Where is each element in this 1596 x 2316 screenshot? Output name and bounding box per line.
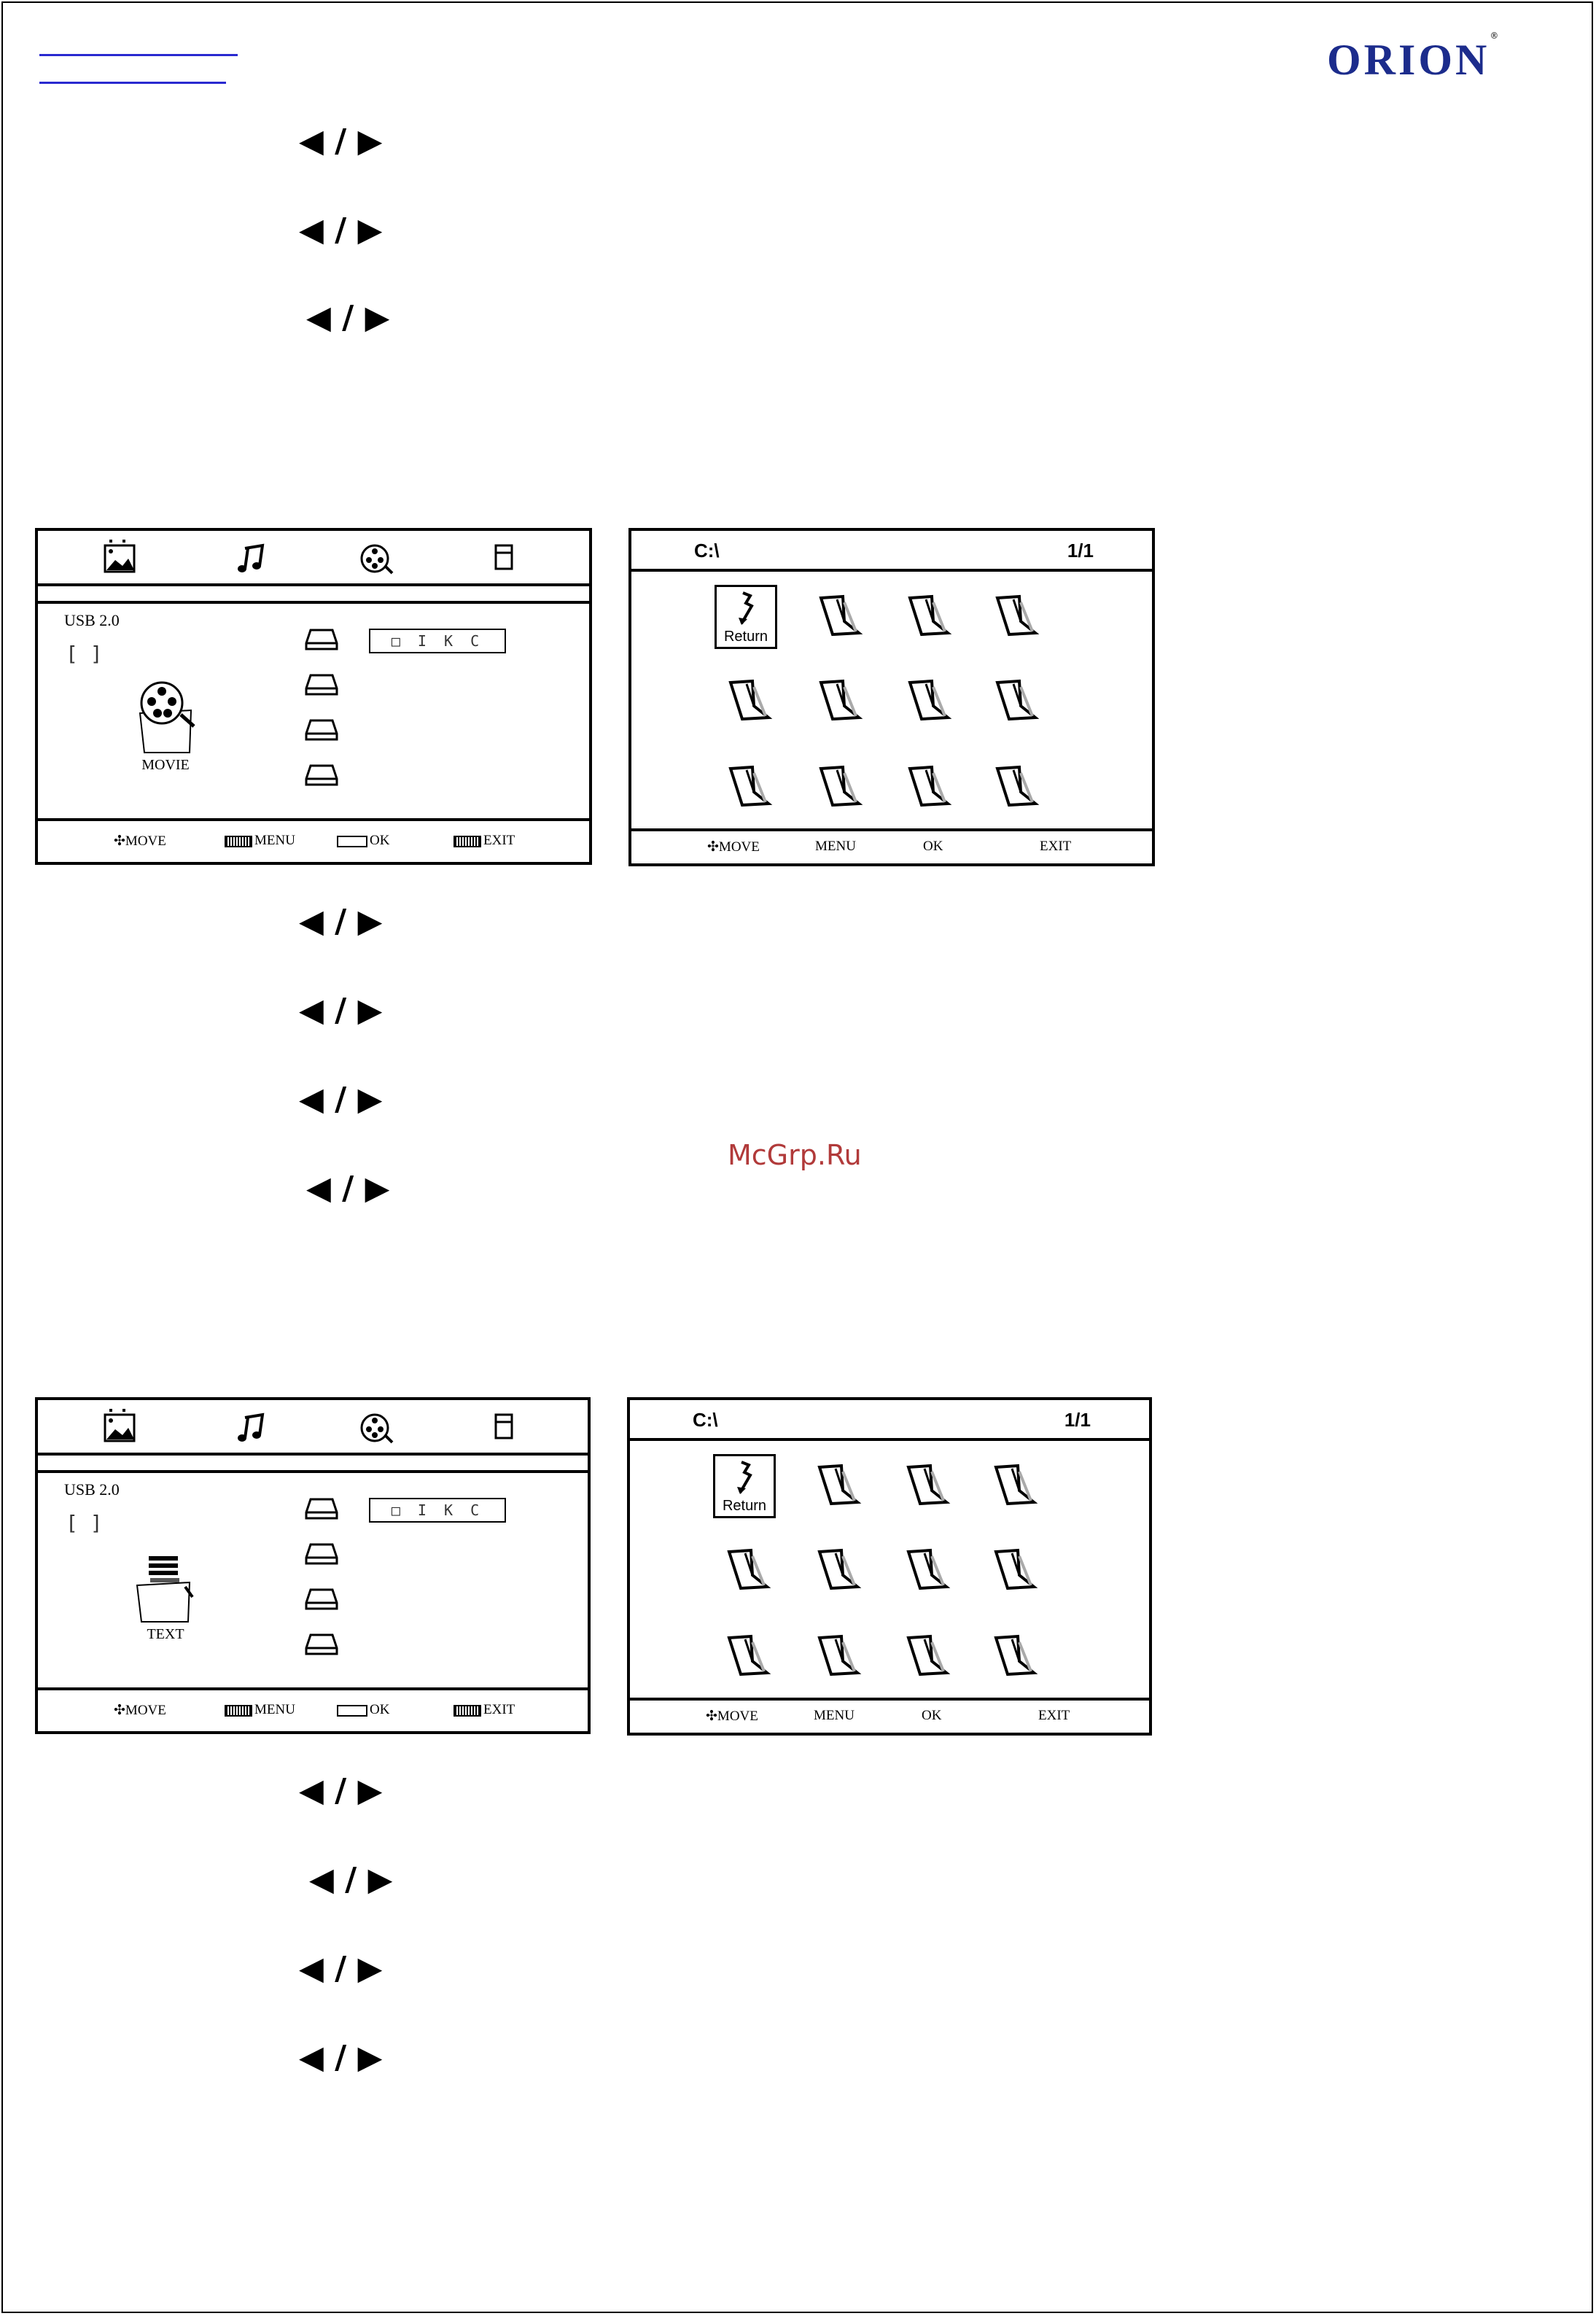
footer-exit: EXIT bbox=[1038, 1708, 1070, 1723]
arrow-pair: ◀ / ▶ bbox=[306, 1170, 390, 1207]
file-icon[interactable] bbox=[992, 592, 1040, 645]
footer-menu: MENU bbox=[815, 839, 856, 854]
arrow-pair: ◀ / ▶ bbox=[299, 2039, 383, 2076]
header-rule-bottom bbox=[39, 82, 226, 84]
footer-exit: EXIT bbox=[1040, 839, 1072, 854]
drive-icon[interactable] bbox=[305, 672, 338, 697]
file-icon[interactable] bbox=[814, 1632, 862, 1684]
drive-icon[interactable] bbox=[305, 1632, 338, 1657]
file-icon[interactable] bbox=[725, 677, 773, 729]
header-rule-top bbox=[39, 54, 238, 56]
menu-footer bbox=[38, 818, 589, 862]
browser-header bbox=[630, 1400, 1149, 1441]
return-arrow-icon bbox=[715, 1456, 774, 1500]
footer-menu: MENU bbox=[814, 1708, 855, 1723]
file-icon[interactable] bbox=[723, 1632, 771, 1684]
drive-icon[interactable] bbox=[305, 1496, 338, 1521]
file-icon[interactable] bbox=[990, 1461, 1038, 1514]
browser-footer bbox=[631, 828, 1152, 863]
usb-menu-screen-text bbox=[35, 1397, 591, 1734]
text-document-icon[interactable] bbox=[481, 1407, 525, 1448]
arrow-pair: ◀ / ▶ bbox=[299, 1081, 383, 1118]
footer-menu: MENU bbox=[225, 1702, 295, 1718]
menu-footer bbox=[38, 1687, 588, 1731]
movie-reel-icon[interactable] bbox=[356, 538, 400, 579]
file-icon[interactable] bbox=[992, 763, 1040, 815]
category-label: TEXT bbox=[147, 1626, 184, 1642]
arrow-pair: ◀ / ▶ bbox=[309, 1861, 393, 1898]
return-arrow-icon bbox=[717, 587, 775, 631]
drive-icon[interactable] bbox=[305, 1587, 338, 1612]
text-document-icon[interactable] bbox=[481, 538, 525, 579]
tab-divider bbox=[38, 1470, 588, 1473]
device-bracket: [ ] bbox=[66, 642, 103, 666]
file-icon[interactable] bbox=[903, 1632, 951, 1684]
category-label: MOVIE bbox=[141, 757, 190, 773]
footer-menu: MENU bbox=[225, 833, 295, 849]
footer-exit: EXIT bbox=[454, 1702, 515, 1718]
usb-menu-screen-movie bbox=[35, 528, 592, 865]
arrow-pair: ◀ / ▶ bbox=[299, 1772, 383, 1809]
footer-exit: EXIT bbox=[454, 833, 515, 849]
arrow-pair: ◀ / ▶ bbox=[299, 1950, 383, 1987]
file-icon[interactable] bbox=[903, 1461, 951, 1514]
partition-selector[interactable]: □ I K C bbox=[369, 1498, 506, 1523]
watermark: McGrp.Ru bbox=[728, 1139, 862, 1171]
file-browser-screen bbox=[627, 1397, 1152, 1736]
file-icon[interactable] bbox=[990, 1546, 1038, 1598]
file-icon[interactable] bbox=[814, 1546, 862, 1598]
return-label: Return bbox=[722, 1498, 767, 1514]
page-indicator: 1/1 bbox=[1067, 540, 1094, 561]
file-icon[interactable] bbox=[990, 1632, 1038, 1684]
footer-ok: OK bbox=[922, 1708, 942, 1723]
browser-header bbox=[631, 531, 1152, 572]
usb-label: USB 2.0 bbox=[64, 1480, 120, 1499]
footer-move: ✣MOVE bbox=[114, 833, 166, 849]
drive-icon[interactable] bbox=[305, 763, 338, 788]
file-icon[interactable] bbox=[903, 1546, 951, 1598]
category-tab-bar bbox=[38, 531, 589, 586]
movie-reel-icon[interactable] bbox=[356, 1407, 400, 1448]
return-label: Return bbox=[723, 629, 768, 645]
file-icon[interactable] bbox=[725, 763, 773, 815]
music-icon[interactable] bbox=[230, 538, 274, 579]
file-icon[interactable] bbox=[904, 763, 952, 815]
browser-footer bbox=[630, 1698, 1149, 1733]
current-path: C:\ bbox=[693, 1409, 718, 1431]
drive-icon[interactable] bbox=[305, 718, 338, 742]
brand-logo: ORION® bbox=[1327, 31, 1502, 84]
page-indicator: 1/1 bbox=[1064, 1409, 1091, 1431]
arrow-pair: ◀ / ▶ bbox=[306, 299, 390, 336]
footer-move: ✣MOVE bbox=[706, 1709, 758, 1724]
footer-move: ✣MOVE bbox=[707, 839, 760, 855]
file-icon[interactable] bbox=[723, 1546, 771, 1598]
return-button[interactable] bbox=[713, 1454, 776, 1518]
file-icon[interactable] bbox=[992, 677, 1040, 729]
usb-label: USB 2.0 bbox=[64, 611, 120, 629]
file-icon[interactable] bbox=[815, 592, 863, 645]
drive-icon[interactable] bbox=[305, 627, 338, 652]
device-bracket: [ ] bbox=[66, 1511, 103, 1535]
text-folder-icon bbox=[125, 1546, 206, 1626]
arrow-pair: ◀ / ▶ bbox=[299, 123, 383, 160]
file-icon[interactable] bbox=[814, 1461, 862, 1514]
file-icon[interactable] bbox=[904, 592, 952, 645]
tab-divider bbox=[38, 601, 589, 604]
file-browser-screen bbox=[628, 528, 1155, 866]
partition-selector[interactable]: □ I K C bbox=[369, 629, 506, 653]
photo-icon[interactable] bbox=[101, 538, 144, 579]
file-icon[interactable] bbox=[815, 763, 863, 815]
arrow-pair: ◀ / ▶ bbox=[299, 211, 383, 249]
footer-move: ✣MOVE bbox=[114, 1703, 166, 1718]
music-icon[interactable] bbox=[230, 1407, 274, 1448]
current-path: C:\ bbox=[694, 540, 720, 561]
footer-ok: OK bbox=[923, 839, 943, 854]
category-tab-bar bbox=[38, 1400, 588, 1456]
file-icon[interactable] bbox=[815, 677, 863, 729]
file-icon[interactable] bbox=[904, 677, 952, 729]
photo-icon[interactable] bbox=[101, 1407, 144, 1448]
arrow-pair: ◀ / ▶ bbox=[299, 903, 383, 940]
return-button[interactable] bbox=[715, 585, 777, 649]
drive-icon[interactable] bbox=[305, 1542, 338, 1566]
movie-folder-icon bbox=[125, 677, 206, 757]
arrow-pair: ◀ / ▶ bbox=[299, 992, 383, 1029]
footer-ok: OK bbox=[337, 1702, 389, 1718]
footer-ok: OK bbox=[337, 833, 389, 849]
